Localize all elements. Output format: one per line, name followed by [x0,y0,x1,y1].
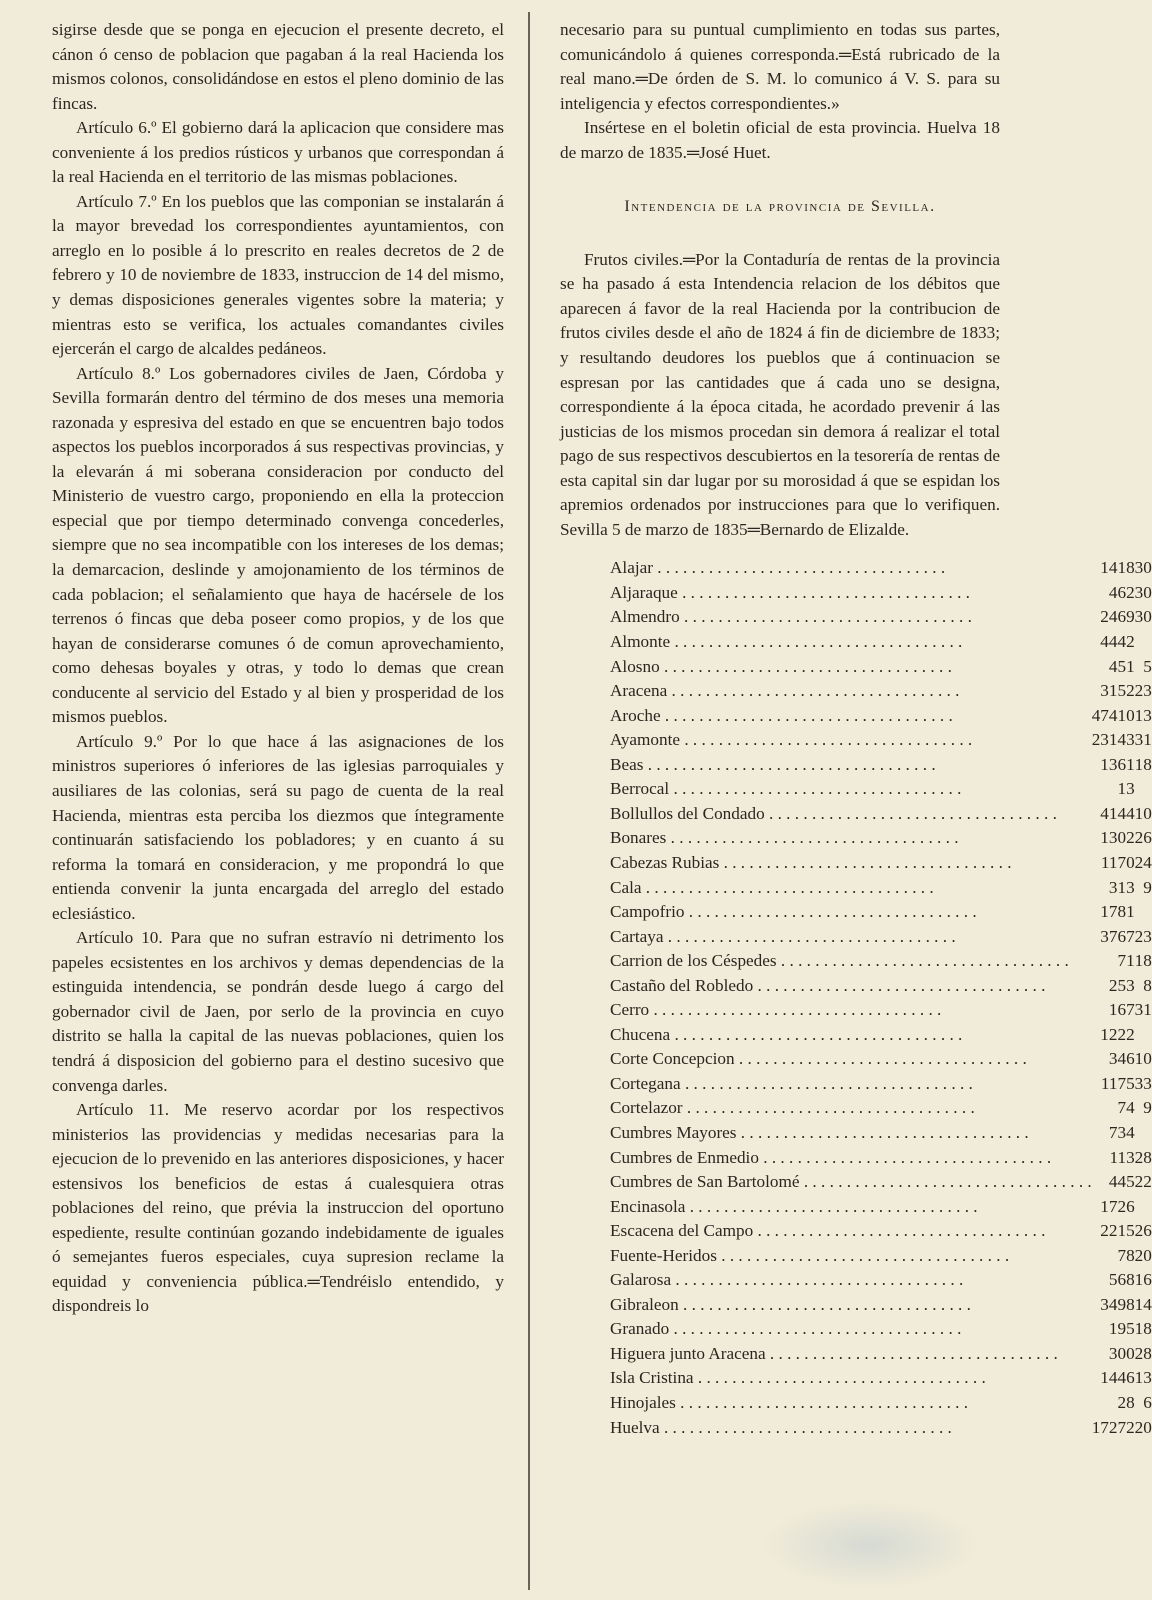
debt-cents: 31 [1134,1000,1152,1020]
town-name: Higuera junto Aracena . . . [610,1342,1092,1367]
table-row [610,1268,1152,1293]
debt-cents: 26 [1134,1221,1152,1241]
town-name: Almendro . . . [610,605,1092,630]
town-name: Cortegana . . . [610,1072,1092,1097]
debt-cents [1135,900,1152,925]
table-row [610,753,1152,778]
debt-amount: 346 [1108,1049,1135,1069]
table-row [610,1342,1152,1367]
paragraph-frutos-civiles: Frutos civiles.═Por la Contaduría de rentas de la provincia se ha pasado á esta Intendencia relacion de los débitos que aparecen á favor de la real Hacienda por la contribucion de frutos civiles desde el año de 1824 á fin de diciembre de 1833; y resultando deudores los pueblos que á continuacion se espresan por las cantidades que á cada uno se designa, correspondiente á la época citada, he acordado prevenir á las justicias de los mismos procedan sin demora á realizar el total pago de sus respectivos descubiertos en la tesorería de rentas de esta capital sin dar lugar por su morosidad á que se espidan los apremios ordenados por instrucciones para que lo verifiquen. Sevilla 5 de marzo de 1835═Bernardo de Elizalde. [560,249,1000,539]
table-row [610,1121,1152,1146]
table-row [610,581,1152,606]
debt-amount: 1726 [1100,1196,1135,1216]
debt-cents: 20 [1134,1417,1152,1437]
town-name: Bollullos del Condado . . . [610,802,1092,827]
paragraph-article-6: Artículo 6.º El gobierno dará la aplicacion que considere mas conveniente á los predios rústicos y urbanos que correspondan á la real Hacienda en el territorio de las mismas poblaciones. [52,118,504,187]
debt-cents: 18 [1134,1319,1152,1339]
town-name: Aracena . . . [610,679,1092,704]
town-name: Campofrio . . . [610,900,1092,925]
table-row [610,1023,1152,1048]
town-name: Carrion de los Céspedes . . . [610,949,1092,974]
table-row [610,679,1152,704]
table-row [610,1096,1152,1121]
paragraph-article-9: Artículo 9.º Por lo que hace á las asignaciones de los ministros superiores ó inferiores de las iglesias parroquiales y ausiliares de las colonias, será su pago de cuenta de la real Hacienda, mientras esta perciba los diezmos que íntegramente continuarán satisfaciendo los pobladores; y en cuanto á su reforma la tomará en consideracion, y me propondrá lo que entienda convenir la junta encargada del arreglo del estado eclesiástico. [52,731,504,923]
debt-cents: 20 [1134,1245,1152,1265]
town-name: Almonte . . . [610,630,1092,655]
table-row [610,826,1152,851]
table-row [610,802,1152,827]
debt-cents [1135,777,1152,802]
debt-amount: 300 [1108,1343,1135,1363]
debt-cents [1135,1195,1152,1220]
table-row [610,949,1152,974]
table-row [610,655,1152,680]
table-row [610,1195,1152,1220]
debt-cents: 30 [1134,607,1152,627]
debt-amount: 71 [1117,951,1135,971]
debt-amount: 1446 [1100,1368,1135,1388]
debt-cents: 22 [1134,1172,1152,1192]
table-row [610,777,1152,802]
debt-cents: 13 [1134,705,1152,725]
debt-amount: 568 [1108,1270,1135,1290]
paragraph-article-10: Artículo 10. Para que no sufran estravío ni detrimento los papeles ecsistentes en los archivos y demas dependencias de la estinguida intendencia, se pondrán desde luego á cargo del gobernador civil de Jaen, por serlo de la provincia en cuyo distrito se halla la capital de las nuevas poblaciones, quien los tendrá á disposicion del gobierno para el destino sucesivo que convenga darles. [52,928,504,1095]
debt-amount: 2469 [1100,607,1135,627]
debt-amount: 28 [1117,1392,1135,1412]
column-divider [528,12,530,1590]
table-row [610,728,1152,753]
debt-amount: 3498 [1100,1294,1135,1314]
debt-amount: 1175 [1100,1073,1135,1093]
table-row [610,1416,1152,1441]
debt-amount: 113 [1109,1147,1135,1167]
town-name: Alosno . . . [610,655,1092,680]
town-name: Cala . . . [610,876,1092,901]
town-name: Cartaya . . . [610,925,1092,950]
debt-cents: 31 [1134,730,1152,750]
paragraph-article-7: Artículo 7.º En los pueblos que las componian se instalarán á la mayor brevedad los correspondientes ayuntamientos, con arreglo en lo posible á lo prescrito en reales decretos de 2 de febrero y 10 de noviembre de 1833, instruccion de 14 del mismo, y demas disposiciones generales vigentes sobre la materia; y mientras esto se verifica, los actuales comandantes civiles ejercerán el cargo de alcaldes pedáneos. [52,191,504,359]
left-column [52,18,504,1319]
debt-amount: 78 [1117,1245,1135,1265]
debt-cents [1135,1121,1152,1146]
town-name: Aljaraque . . . [610,581,1092,606]
table-row [610,1366,1152,1391]
debt-cents: 13 [1134,1368,1152,1388]
debt-amount: 734 [1108,1122,1135,1142]
debt-amount: 47410 [1091,705,1135,725]
debt-cents: 18 [1134,951,1152,971]
town-name: Cumbres de Enmedio . . . [610,1146,1092,1171]
debt-cents: 14 [1134,1294,1152,1314]
debt-cents: 23 [1134,926,1152,946]
debt-amount: 313 [1108,877,1135,897]
debt-cents: 18 [1134,754,1152,774]
debt-cents: 28 [1134,1343,1152,1363]
table-row [610,925,1152,950]
debt-cents: 5 [1143,656,1152,676]
table-row [610,851,1152,876]
debt-amount: 4144 [1100,803,1135,823]
debt-cents [1135,630,1152,655]
town-name: Cumbres de San Bartolomé . . . [610,1170,1092,1195]
right-column [560,18,1152,1440]
debt-cents: 30 [1134,582,1152,602]
town-name: Fuente-Heridos . . . [610,1244,1092,1269]
debt-cents: 23 [1134,681,1152,701]
town-name: Chucena . . . [610,1023,1092,1048]
paragraph-article-8: Artículo 8.º Los gobernadores civiles de Jaen, Córdoba y Sevilla formarán dentro del término de dos meses una memoria razonada y espresiva del estado en que se encuentren bajo todos aspectos los pueblos incorporados á sus respectivas provincias, y la elevarán á mi soberana consideracion por conducto del Ministerio de vuestro cargo, proponiendo en ella la proteccion especial que por tiempo determinado convenga concederles, siempre que no sea incompatible con los intereses de los demas; la demarcacion, deslinde y amojonamiento de los términos de cada poblacion; el señalamiento que haya de hacérsele de los terrenos ó fincas que deba poseer como propios, y de los que hayan de considerarse comunes ó de comun aprovechamiento, como dehesas boyales y otras, y todo lo demas que crean conducente al servicio del Estado y al bien y prosperidad de los mismos pueblos. [52,363,504,727]
debt-cents: 28 [1134,1147,1152,1167]
town-name: Bonares . . . [610,826,1092,851]
table-row [610,1391,1152,1416]
town-name: Ayamonte . . . [610,728,1092,753]
debt-amount: 167 [1108,1000,1135,1020]
debt-amount: 3152 [1100,681,1135,701]
paragraph-insertion-note: Insértese en el boletin oficial de esta provincia. Huelva 18 de marzo de 1835.═José Huet. [560,118,1000,162]
debt-amount: 1222 [1100,1024,1135,1044]
debt-amount: 451 [1108,656,1135,676]
town-name: Aroche . . . [610,704,1092,729]
table-row [610,556,1152,581]
table-row [610,998,1152,1023]
town-name: Cerro . . . [610,998,1092,1023]
town-name: Encinasola . . . [610,1195,1092,1220]
town-name: Berrocal . . . [610,777,1092,802]
paragraph-article-11: Artículo 11. Me reservo acordar por los respectivos ministerios las providencias y medidas necesarias para la ejecucion de lo prevenido en las anteriores disposiciones, y hacer estensivos los beneficios de estas á cualesquiera otras poblaciones del reino, que prévia la instruccion del oportuno espediente, resulte continúan gozando indebidamente de iguales ó semejantes fueros especiales, cuya supresion reclame la equidad y conveniencia pública.═Tendréislo entendido, y dispondreis lo [52,1100,504,1316]
town-name: Granado . . . [610,1317,1092,1342]
debt-amount: 23143 [1091,730,1135,750]
table-row [610,630,1152,655]
table-row [610,1146,1152,1171]
library-watermark [760,1500,980,1590]
section-header: Intendencia de la provincia de Sevilla. [624,198,936,216]
table-row [610,900,1152,925]
debtors-table [610,556,1152,1440]
town-name: Alajar . . . [610,556,1092,581]
debt-amount: 1418 [1100,558,1135,578]
debt-cents: 8 [1143,975,1152,995]
debt-cents: 9 [1143,1098,1152,1118]
table-row [610,1244,1152,1269]
town-name: Hinojales . . . [610,1391,1092,1416]
table-row [610,1219,1152,1244]
debt-cents: 33 [1134,1073,1152,1093]
table-row [610,1293,1152,1318]
table-row [610,876,1152,901]
debt-cents: 10 [1134,1049,1152,1069]
town-name: Beas . . . [610,753,1092,778]
town-name: Cumbres Mayores . . . [610,1121,1092,1146]
debt-amount: 4442 [1100,632,1135,652]
table-row [610,605,1152,630]
debt-cents: 10 [1134,803,1152,823]
table-row [610,1072,1152,1097]
debt-cents: 6 [1143,1392,1152,1412]
town-name: Galarosa . . . [610,1268,1092,1293]
table-row [610,704,1152,729]
town-name: Cabezas Rubias . . . [610,851,1092,876]
debt-cents [1135,1023,1152,1048]
debt-amount: 3767 [1100,926,1135,946]
debt-amount: 445 [1108,1172,1135,1192]
debt-amount: 17272 [1091,1417,1135,1437]
table-row [610,1317,1152,1342]
debt-cents: 24 [1134,852,1152,872]
town-name: Isla Cristina . . . [610,1366,1092,1391]
debt-amount: 462 [1108,582,1135,602]
table-row [610,974,1152,999]
debt-amount: 13 [1117,779,1135,799]
debt-cents: 30 [1134,558,1152,578]
town-name: Escacena del Campo . . . [610,1219,1092,1244]
debt-amount: 1170 [1100,852,1135,872]
debt-amount: 1302 [1100,828,1135,848]
table-row [610,1047,1152,1072]
debt-amount: 253 [1108,975,1135,995]
debt-amount: 2215 [1100,1221,1135,1241]
table-row [610,1170,1152,1195]
paragraph-decree-end: necesario para su puntual cumplimiento en todas sus partes, comunicándolo á quienes corresponda.═Está rubricado de la real mano.═De órden de S. M. lo comunico á V. S. para su inteligencia y efectos correspondientes.» [560,20,1000,113]
debt-cents: 9 [1143,877,1152,897]
debt-amount: 195 [1108,1319,1135,1339]
debt-amount: 74 [1117,1098,1135,1118]
town-name: Huelva . . . [610,1416,1092,1441]
debt-cents: 26 [1134,828,1152,848]
town-name: Castaño del Robledo . . . [610,974,1092,999]
debtors-table-body [610,556,1152,1440]
town-name: Gibraleon . . . [610,1293,1092,1318]
debt-cents: 16 [1134,1270,1152,1290]
debt-amount: 1361 [1100,754,1135,774]
debt-amount: 1781 [1100,902,1135,922]
paragraph: sigirse desde que se ponga en ejecucion el presente decreto, el cánon ó censo de poblacion que pagaban á la real Hacienda los mismos colonos, consolidándose en estos el pleno dominio de las fincas. [52,20,504,113]
town-name: Cortelazor . . . [610,1096,1092,1121]
town-name: Corte Concepcion . . . [610,1047,1092,1072]
